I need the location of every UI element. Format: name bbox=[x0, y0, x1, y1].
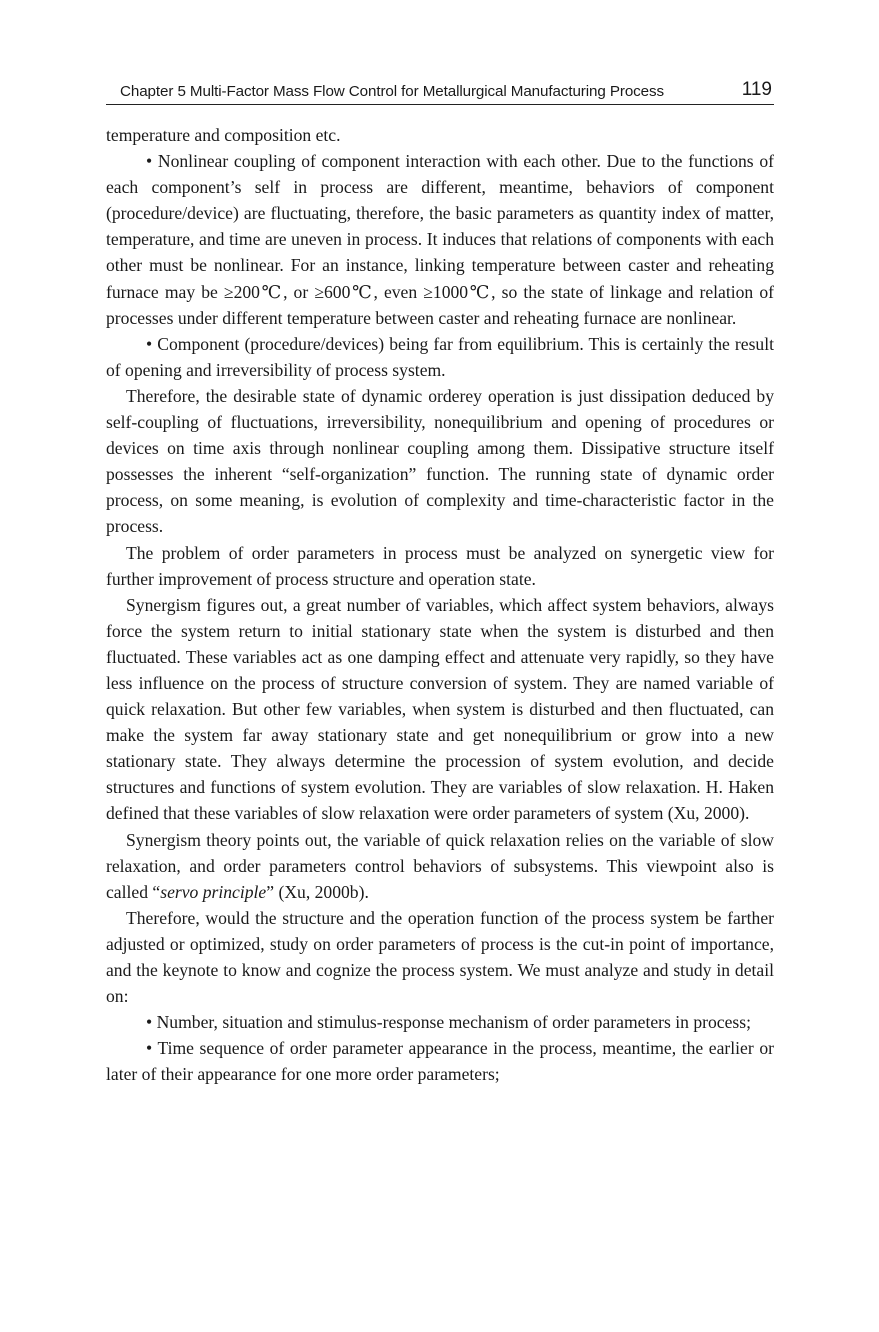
italic-term: servo principle bbox=[160, 881, 267, 902]
paragraph-text: Component (procedure/devices) being far from equilibrium. This is certainly the result of opening and irreversibility of process system. bbox=[106, 333, 775, 380]
running-title: Chapter 5 Multi-Factor Mass Flow Control for Metallurgical Manufacturing Process bbox=[120, 83, 665, 100]
bullet-paragraph-time-sequence bbox=[106, 1035, 774, 1087]
paragraph-text: Time sequence of order parameter appearance in the process, meantime, the earlier or later of their appearance for one more order parameters; bbox=[106, 1038, 774, 1085]
bullet-paragraph-number-situation bbox=[106, 1009, 774, 1035]
bullet-paragraph-nonlinear-coupling bbox=[106, 148, 774, 331]
bullet-mark: • bbox=[146, 333, 153, 354]
page-number: 119 bbox=[741, 79, 772, 100]
paragraph-dissipation: Therefore, the desirable state of dynamic orderey operation is just dissipation deduced by self-coupling of fluctuations, irreversibility, nonequilibrium and opening of procedures or devices on time axis through nonlinear coupling among them. Dissipative structure itself possesses the inherent “self-organization” function. The running state of dynamic order process, on some meaning, is evolution of complexity and time-characteristic factor in the process. bbox=[106, 385, 774, 537]
paragraph-text: Number, situation and stimulus-response mechanism of order parameters in process; bbox=[156, 1012, 751, 1033]
paragraph-synergism: Synergism figures out, a great number of variables, which affect system behaviors, always force the system return to initial stationary state when the system is disturbed and then fluctuated. These variables act as one damping effect and attenuate very rapidly, so they have less influence on the process of structure conversion of system. They are named variable of quick relaxation. But other few variables, when system is disturbed and then fluctuated, can make the system far away stationary state and get nonequilibrium or grow into a new stationary state. They always determine the procession of system evolution, and decide structures and functions of system evolution. They are variables of slow relaxation. H. Haken defined that these variables of slow relaxation were order parameters of system (Xu, 2000). bbox=[106, 594, 774, 824]
paragraph-servo-principle bbox=[106, 827, 774, 905]
paragraph-cut-in-point: Therefore, would the structure and the operation function of the process system be farther adjusted or optimized, study on order parameters of process is the cut-in point of importance, and the keynote to know and cognize the process system. We must analyze and study in detail on: bbox=[106, 907, 774, 1007]
bullet-mark: • bbox=[146, 1012, 153, 1033]
bullet-mark: • bbox=[146, 1038, 153, 1059]
paragraph-continuation: temperature and composition etc. bbox=[106, 125, 341, 145]
running-header bbox=[106, 76, 774, 105]
bullet-mark: • bbox=[146, 151, 153, 172]
body-text bbox=[106, 122, 774, 1087]
bullet-paragraph-far-from-equilibrium bbox=[106, 331, 774, 383]
paragraph-text: ” (Xu, 2000b). bbox=[266, 881, 369, 902]
paragraph-text: Synergism theory points out, the variable of quick relaxation relies on the variable of slow relaxation, and order parameters control behaviors of subsystems. This viewpoint also is called “ bbox=[106, 829, 774, 902]
paragraph-text: Nonlinear coupling of component interaction with each other. Due to the functions of each component’s self in process are different, meantime, behaviors of component (procedure/device) are fluctuating, therefore, the basic parameters as quantity index of matter, temperature, and time are uneven in process. It induces that relations of components with each other must be nonlinear. For an instance, linking temperature between caster and reheating furnace may be ≥200℃, or ≥600℃, even ≥1000℃, so the state of linkage and relation of processes under different temperature between caster and reheating furnace are nonlinear. bbox=[106, 151, 774, 328]
paragraph-order-parameters: The problem of order parameters in process must be analyzed on synergetic view for further improvement of process structure and operation state. bbox=[106, 542, 774, 589]
